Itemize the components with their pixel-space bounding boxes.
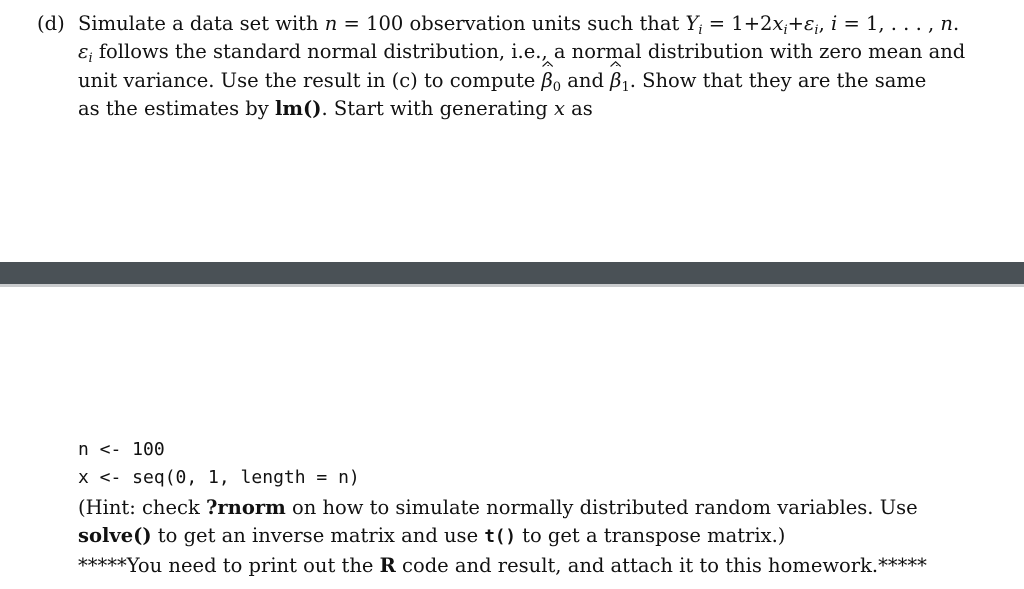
beta-hat-1: β: [610, 67, 621, 95]
t-ref: t(): [484, 527, 516, 548]
problem-body: [78, 10, 966, 123]
problem-statement: [37, 10, 966, 123]
beta-hat-0: β: [542, 67, 553, 95]
hint-block: [78, 494, 956, 580]
problem-line-1: Simulate a data set with n = 100 observation units such that $Y_i = 1+2x_i+\varepsilon_i$, i = 1, . . . , n.: [78, 12, 960, 38]
code-line-2: x <- seq(0, 1, length = n): [78, 467, 360, 488]
hat-accent: [542, 61, 553, 67]
rnorm-ref: ?rnorm: [205, 496, 286, 519]
lm-function: lm(): [274, 96, 322, 120]
hint-line-2: solve() to get an inverse matrix and use t() to get a transpose matrix.): [78, 524, 786, 548]
page-divider: [0, 262, 1024, 284]
code-line-1: n <- 100: [78, 439, 165, 460]
problem-line-2: $\varepsilon_i$ follows the standard normal distribution, i.e., a normal distribution with zero mean and: [78, 40, 966, 67]
problem-line-3: unit variance. Use the result in (c) to compute $\beta_0$ and $\beta_1$. Show that they are the same: [78, 67, 957, 95]
problem-label: (d): [37, 12, 65, 35]
hint-line-3: *****You need to print out the R code and result, and attach it to this homework.*****: [78, 553, 927, 577]
solve-ref: solve(): [78, 524, 152, 548]
hat-accent: [610, 61, 621, 67]
r-ref: R: [379, 553, 396, 577]
hint-line-1: (Hint: check ?rnorm on how to simulate normally distributed random variables. Use: [78, 496, 918, 519]
problem-line-4: as the estimates by lm(). Start with generating x as: [78, 96, 593, 120]
code-block: [78, 436, 360, 492]
